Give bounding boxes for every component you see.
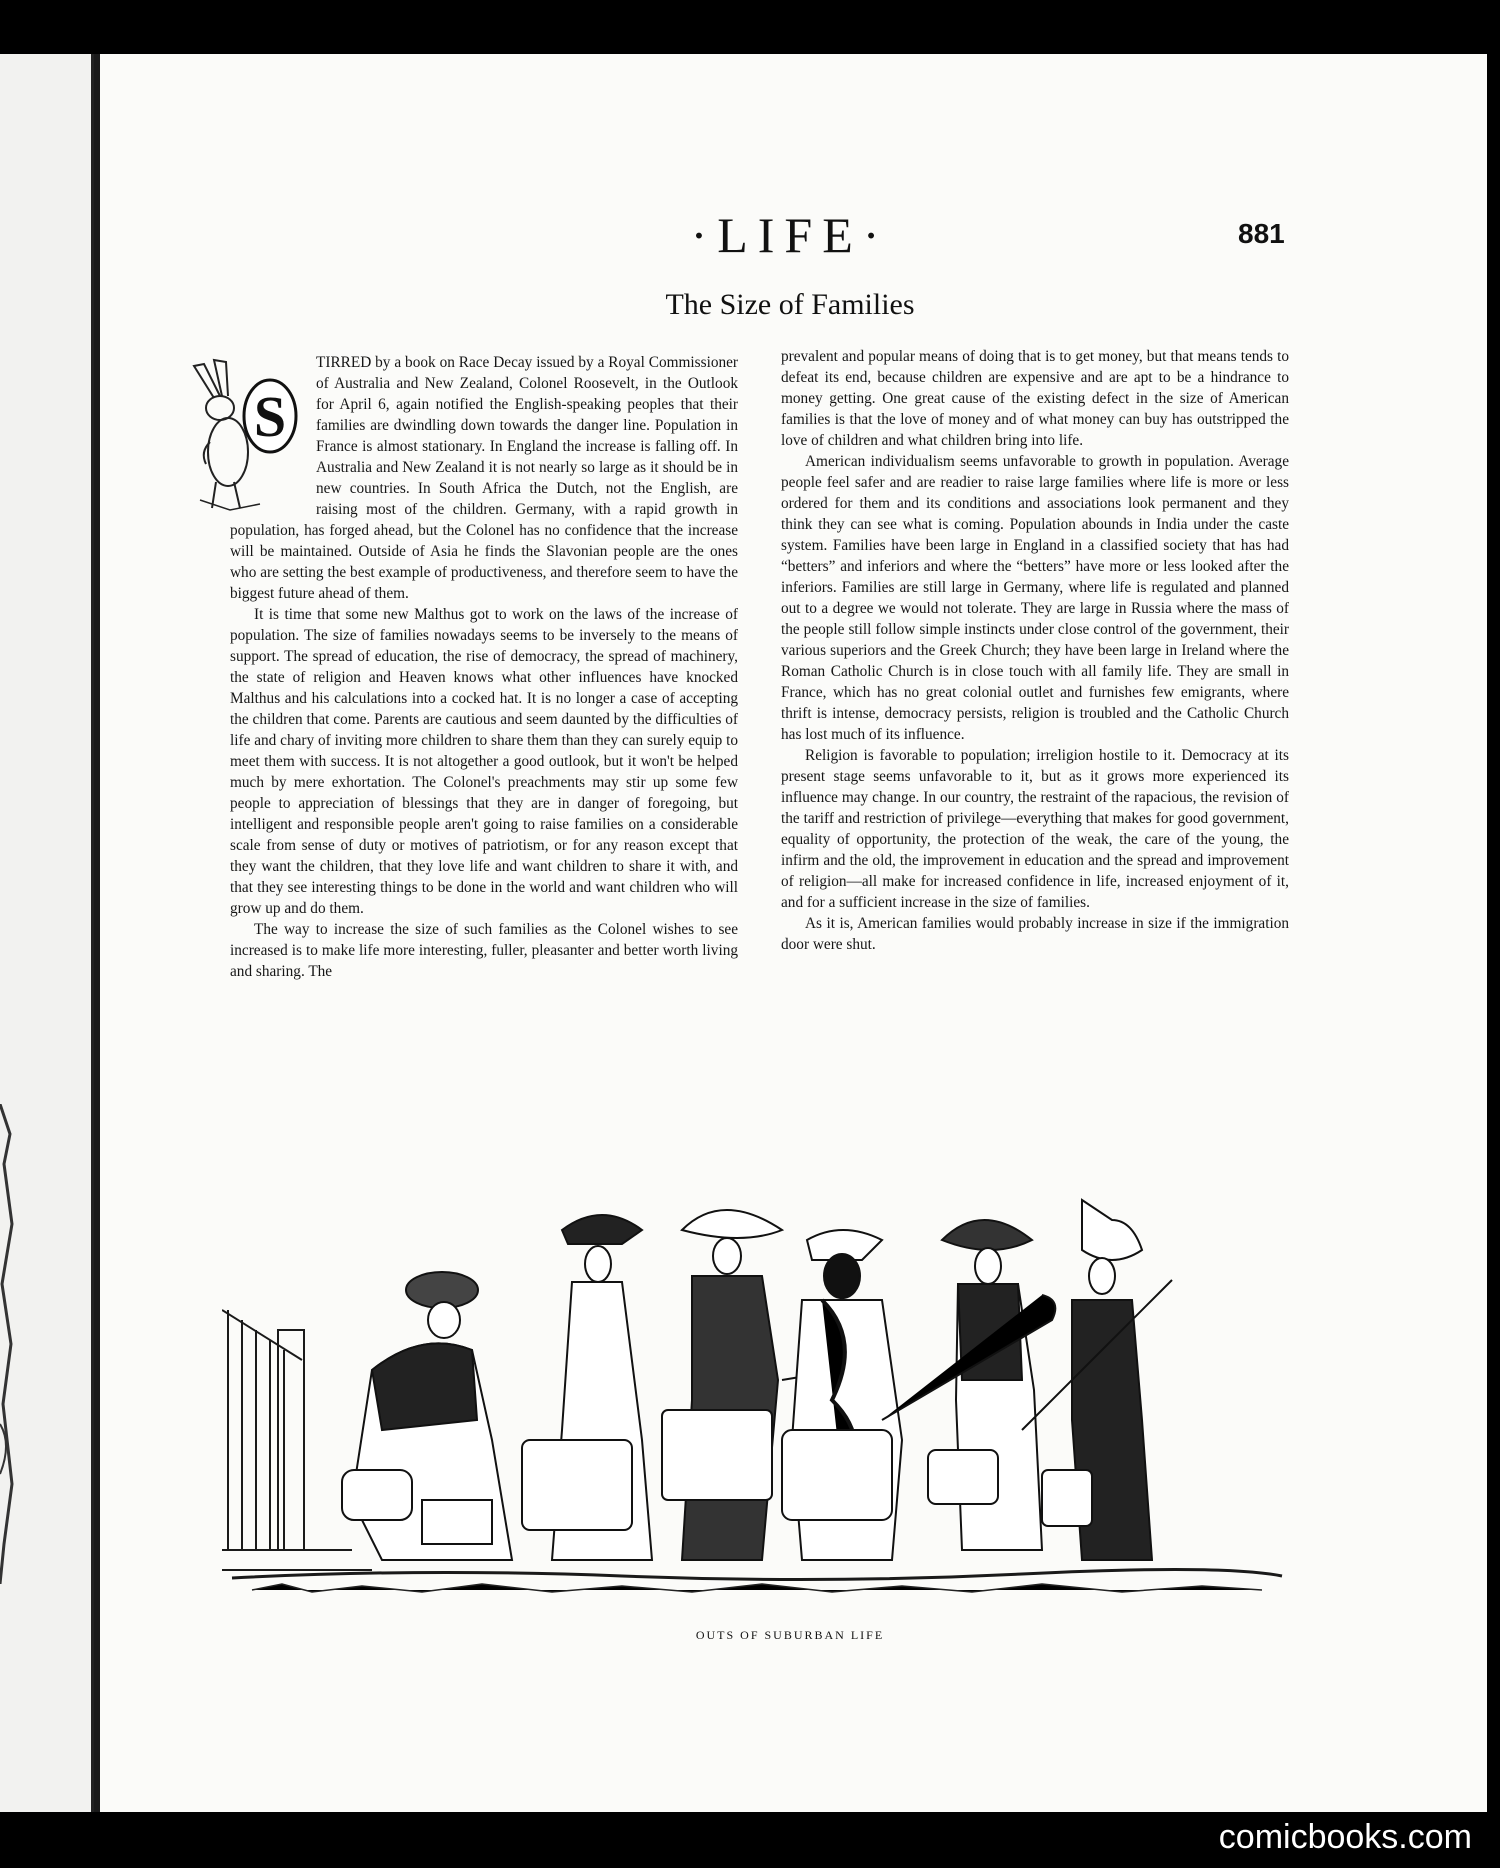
- illustration-caption: OUTS OF SUBURBAN LIFE: [695, 1628, 885, 1642]
- paragraph: It is time that some new Malthus got to work on the laws of the increase of population. The size of families nowadays seems to be inversely to the means of support. The spread of education, the rise of democracy, the spread of machinery, the state of religion and Heaven knows what other influences have knocked Malthus and his calculations into a cocked hat. It is no longer a case of accepting the children that come. Parents are cautious and seem daunted by the difficulties of life and chary of inviting more children to share them than they can surely equip to meet them with success. It is not altogether a good outlook, but it won't be helped much by mere exhortation. The Colonel's preachments may stir up some few people to appreciation of blessings that they are in danger of foregoing, but intelligent and responsible people aren't going to raise families on a considerable scale from sense of duty or motives of patriotism, or for any reason except that they want the children, that they love life and want children to share it with, and that they see interesting things to be done in the world and want children who will grow up and do them.: [230, 606, 738, 917]
- paragraph: American individualism seems unfavorable to growth in population. Average people feel safer and are readier to raise large families where life is more or less ordered for them and its conditions and associations look permanent and they think they can see what is coming. Population abounds in India under the caste system. Families have been large in England in a classified society that has had “betters” and inferiors and where the “betters” have more or less looked after the inferiors. Families are still large in Germany, where life is regulated and planned out to a degree we would not tolerate. They are large in Russia where the mass of the people still follow simple instincts under close control of the government, their various superiors and the Greek Church; they have been large in Ireland where the Roman Catholic Church is in close touch with all family life. They are small in France, which has no great colonial outlet and furnishes few emigrants, where thrift is intense, democracy persists, religion is troubled and the Catholic Church has lost much of its influence.: [781, 453, 1289, 743]
- paragraph: As it is, American families would probably increase in size if the immigration door were shut.: [781, 915, 1289, 953]
- article-title: The Size of Families: [665, 288, 915, 321]
- paragraph: The way to increase the size of such families as the Colonel wishes to see increased is to make life more interesting, fuller, pleasanter and better worth living and sharing. The: [230, 921, 738, 980]
- watermark: comicbooks.com: [1218, 1818, 1472, 1856]
- page-number: 881: [1238, 218, 1285, 249]
- article-column-left: [230, 352, 738, 982]
- paragraph: prevalent and popular means of doing that is to get money, but that means tends to defeat its end, because children are expensive and are apt to be a hindrance to money getting. One great cause of the existing defect in the size of American families is that the love of money and of what money can buy has outstripped the love of children and what children bring into life.: [781, 348, 1289, 449]
- paragraph: TIRRED by a book on Race Decay issued by a Royal Commissioner of Australia and New Zealand, Colonel Roosevelt, in the Outlook for April 6, again notified the English-speaking peoples that their families are dwindling down towards the danger line. Population in France is almost stationary. In England the increase is falling off. In Australia and New Zealand it is not nearly so large as it should be in new countries. In South Africa the Dutch, not the English, are raising most of the children. Germany, with a rapid growth in population, has forged ahead, but the Colonel has no confidence that the increase will be maintained. Outside of Asia he finds the Slavonian people are the ones who are setting the best example of productiveness, and therefore seem to have the biggest future ahead of them.: [230, 354, 738, 602]
- dropcap-rabbit-illustration: [170, 352, 310, 514]
- paragraph: Religion is favorable to population; irreligion hostile to it. Democracy at its present stage seems unfavorable to it, but as it grows more experienced its influence may change. In our country, the restraint of the rapacious, the revision of the tariff and restriction of privilege—everything that makes for good government, equality of opportunity, the protection of the weak, the care of the young, the infirm and the old, the improvement in education and the spread and improvement of religion—all make for increased confidence in life, increased enjoyment of it, and for a sufficient increase in the size of families.: [781, 747, 1289, 911]
- facing-page-sketch-fragment: [0, 1104, 14, 1584]
- facing-page-edge: [0, 54, 94, 1812]
- article-column-right: [781, 346, 1289, 955]
- dropcap-letter: S: [253, 384, 287, 449]
- scan-border: [0, 0, 1500, 54]
- cartoon-women-with-luggage: [222, 1180, 1290, 1650]
- masthead: ·LIFE·: [690, 207, 890, 263]
